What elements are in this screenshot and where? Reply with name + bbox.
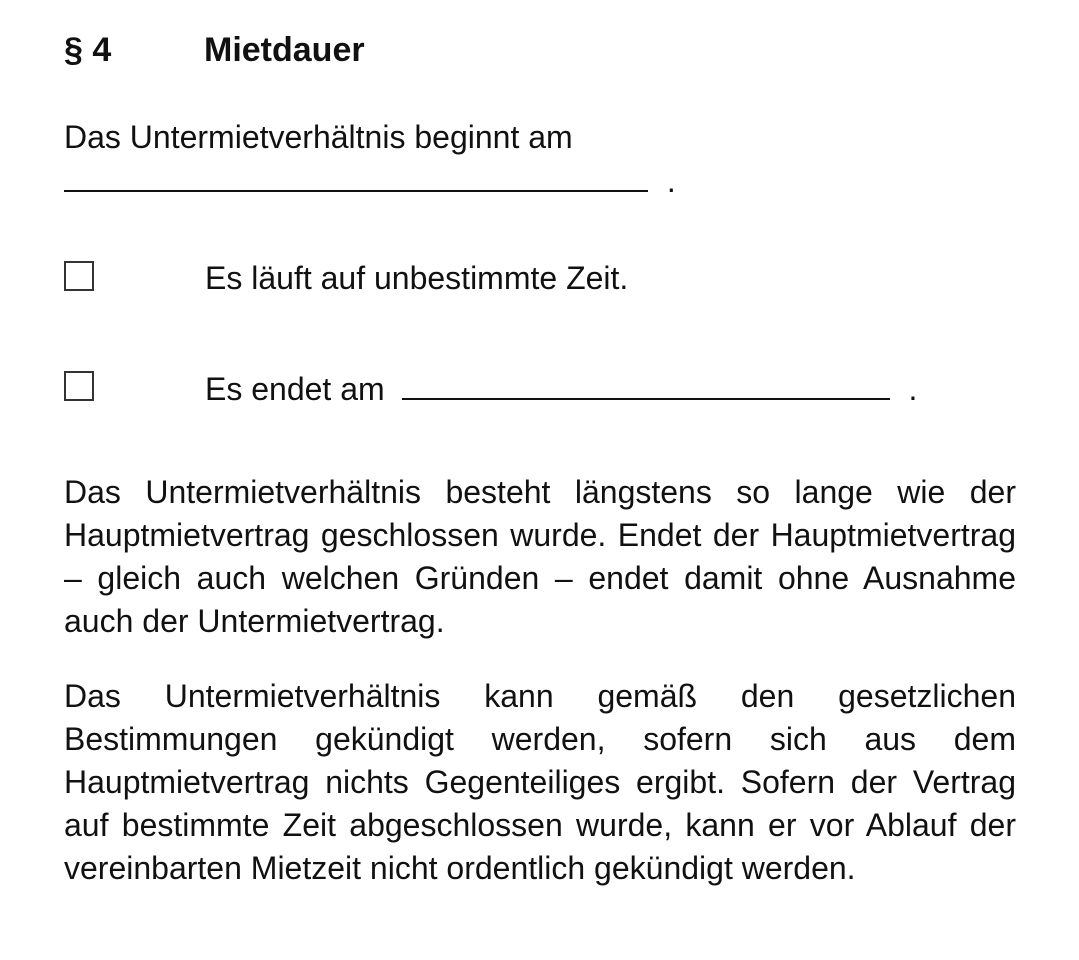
section-number: § 4 (64, 31, 112, 69)
start-date-period: . (666, 163, 676, 199)
end-date-row (205, 368, 917, 409)
unlimited-term-checkbox[interactable] (64, 261, 94, 291)
section-title: Mietdauer (204, 31, 365, 69)
term-paragraph: Das Untermietverhältnis besteht längstens so lange wie der Hauptmietvertrag geschlossen wurde. Endet der Hauptmietvertrag – gleich auch welchen Gründen – endet damit ohne Ausnahme auch der Untermietvertrag. (64, 474, 1016, 639)
termination-paragraph: Das Untermietverhältnis kann gemäß den gesetzlichen Bestimmungen gekündigt werden, sofern sich aus dem Hauptmietvertrag nichts Gegenteiliges ergibt. Sofern der Vertrag auf bestimmte Zeit abgeschlossen wurde, kann er vor Ablauf der vereinbarten Mietzeit nicht ordentlich gekündigt werden. (64, 678, 1016, 886)
end-date-checkbox[interactable] (64, 371, 94, 401)
start-date-row (64, 160, 676, 201)
end-date-period: . (908, 371, 918, 407)
end-date-label: Es endet am (205, 371, 385, 407)
unlimited-term-label: Es läuft auf unbestimmte Zeit. (205, 260, 629, 296)
start-date-blank[interactable] (64, 160, 648, 192)
start-date-label: Das Untermietverhältnis beginnt am (64, 119, 573, 155)
end-date-blank[interactable] (402, 368, 890, 400)
